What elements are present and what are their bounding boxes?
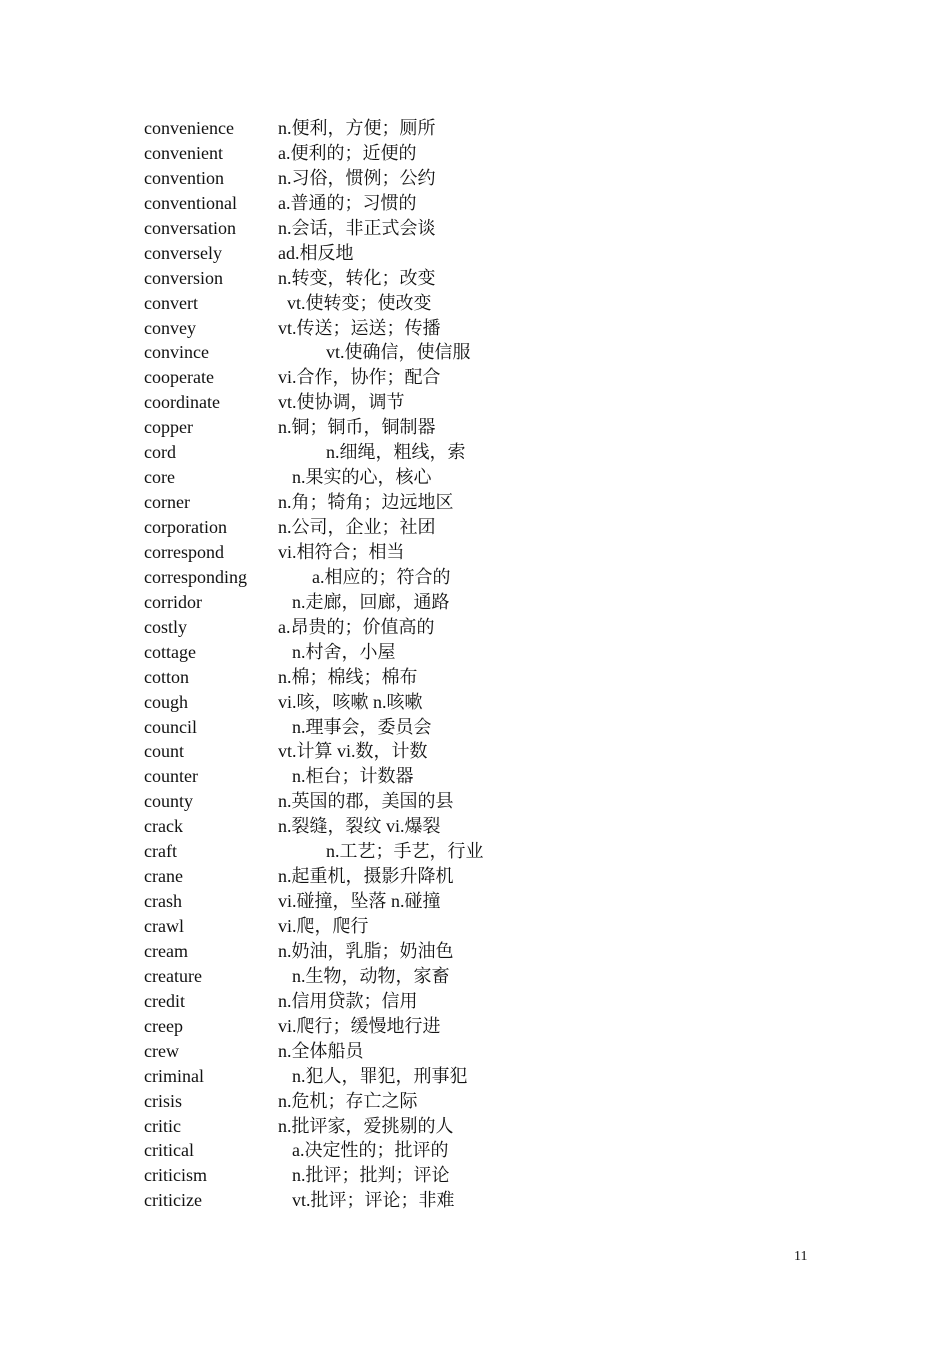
entry-definition: n.公司，企业；社团 xyxy=(278,517,436,537)
entry-definition: a.决定性的；批评的 xyxy=(292,1140,449,1161)
list-item xyxy=(144,490,664,515)
entry-definition: n.村舍，小屋 xyxy=(292,641,396,662)
list-item xyxy=(144,789,664,814)
list-item xyxy=(144,1163,664,1188)
entry-definition: n.会话，非正式会谈 xyxy=(278,217,436,238)
entry-word: conventional xyxy=(144,192,237,213)
entry-word: conversely xyxy=(144,242,222,263)
entry-definition: vt.使协调，调节 xyxy=(278,392,405,413)
entry-word: crisis xyxy=(144,1090,182,1111)
entry-word: critic xyxy=(144,1115,181,1136)
entry-word: crack xyxy=(144,816,183,837)
entry-definition: n.细绳，粗线，索 xyxy=(326,442,466,463)
entry-definition: a.普通的；习惯的 xyxy=(278,192,417,213)
list-item xyxy=(144,640,664,665)
entry-word: credit xyxy=(144,990,185,1011)
entry-definition: n.果实的心，核心 xyxy=(292,467,432,488)
list-item xyxy=(144,166,664,191)
entry-definition: vt.使转变；使改变 xyxy=(287,292,432,313)
entry-word: convenient xyxy=(144,142,223,163)
list-item xyxy=(144,590,664,615)
list-item xyxy=(144,1114,664,1139)
entry-word: council xyxy=(144,716,197,737)
list-item xyxy=(144,889,664,914)
page-number: 11 xyxy=(794,1249,808,1264)
list-item xyxy=(144,266,664,291)
list-item xyxy=(144,141,664,166)
entry-word: crawl xyxy=(144,916,184,936)
entry-word: convey xyxy=(144,317,196,338)
entry-word: craft xyxy=(144,841,177,862)
list-item xyxy=(144,216,664,241)
entry-word: corner xyxy=(144,492,190,513)
entry-word: convert xyxy=(144,292,198,313)
entry-word: criticism xyxy=(144,1165,207,1186)
entry-word: crane xyxy=(144,866,183,887)
list-item xyxy=(144,515,664,540)
entry-definition: n.奶油，乳脂；奶油色 xyxy=(278,940,454,961)
entry-word: correspond xyxy=(144,541,224,562)
list-item xyxy=(144,291,664,316)
list-item xyxy=(144,390,664,415)
list-item xyxy=(144,690,664,715)
list-item xyxy=(144,1064,664,1089)
entry-definition: n.便利，方便；厕所 xyxy=(278,118,436,138)
list-item xyxy=(144,939,664,964)
entry-definition: n.犯人，罪犯，刑事犯 xyxy=(292,1065,468,1086)
entry-word: conversation xyxy=(144,217,236,238)
list-item xyxy=(144,540,664,565)
entry-definition: n.铜；铜币，铜制器 xyxy=(278,417,436,438)
list-item xyxy=(144,739,664,764)
entry-word: conversion xyxy=(144,267,223,288)
list-item xyxy=(144,1138,664,1163)
entry-definition: n.批评家，爱挑剔的人 xyxy=(278,1115,454,1136)
list-item xyxy=(144,839,664,864)
entry-word: criminal xyxy=(144,1065,204,1086)
entry-word: critical xyxy=(144,1140,194,1161)
entry-word: crash xyxy=(144,891,182,912)
entry-word: corporation xyxy=(144,517,227,537)
entry-word: core xyxy=(144,467,175,488)
list-item xyxy=(144,715,664,740)
entry-definition: n.习俗，惯例；公约 xyxy=(278,167,436,188)
entry-definition: a.相应的；符合的 xyxy=(312,566,451,587)
list-item xyxy=(144,665,664,690)
list-item xyxy=(144,1014,664,1039)
entry-definition: vt.传送；运送；传播 xyxy=(278,317,441,338)
entry-definition: n.生物，动物，家畜 xyxy=(292,965,450,986)
entry-word: copper xyxy=(144,417,193,438)
list-item xyxy=(144,864,664,889)
entry-word: convenience xyxy=(144,118,234,138)
list-item xyxy=(144,241,664,266)
entry-word: count xyxy=(144,741,184,762)
entry-definition: vt.使确信，使信服 xyxy=(326,342,471,363)
entry-definition: n.裂缝，裂纹 vi.爆裂 xyxy=(278,816,441,837)
entry-word: crew xyxy=(144,1040,179,1061)
list-item xyxy=(144,316,664,341)
entry-word: corridor xyxy=(144,591,202,612)
entry-word: cottage xyxy=(144,641,196,662)
list-item xyxy=(144,340,664,365)
list-item xyxy=(144,989,664,1014)
list-item xyxy=(144,116,664,141)
list-item xyxy=(144,814,664,839)
entry-definition: vi.相符合；相当 xyxy=(278,541,405,562)
entry-definition: n.英国的郡，美国的县 xyxy=(278,791,454,812)
entry-word: convention xyxy=(144,167,224,188)
entry-definition: n.棉；棉线；棉布 xyxy=(278,666,418,687)
entry-word: counter xyxy=(144,766,198,787)
entry-definition: vi.合作，协作；配合 xyxy=(278,367,441,388)
entry-word: cotton xyxy=(144,666,189,687)
entry-word: cord xyxy=(144,442,176,463)
entry-definition: vt.计算 vi.数，计数 xyxy=(278,741,428,762)
vocabulary-list xyxy=(144,116,664,1213)
list-item xyxy=(144,365,664,390)
entry-definition: n.工艺；手艺，行业 xyxy=(326,841,484,862)
entry-definition: n.柜台；计数器 xyxy=(292,766,414,787)
entry-definition: vi.咳，咳嗽 n.咳嗽 xyxy=(278,691,423,712)
entry-definition: vi.爬，爬行 xyxy=(278,916,369,936)
list-item xyxy=(144,1089,664,1114)
list-item xyxy=(144,964,664,989)
entry-definition: ad.相反地 xyxy=(278,242,354,263)
list-item xyxy=(144,465,664,490)
list-item xyxy=(144,415,664,440)
list-item xyxy=(144,1039,664,1064)
list-item xyxy=(144,440,664,465)
entry-word: costly xyxy=(144,616,187,637)
entry-word: convince xyxy=(144,342,209,363)
entry-definition: n.走廊，回廊，通路 xyxy=(292,591,450,612)
entry-definition: n.批评；批判；评论 xyxy=(292,1165,450,1186)
entry-definition: vt.批评；评论；非难 xyxy=(292,1190,455,1211)
entry-word: cooperate xyxy=(144,367,214,388)
entry-definition: n.转变，转化；改变 xyxy=(278,267,436,288)
entry-definition: vi.碰撞，坠落 n.碰撞 xyxy=(278,891,441,912)
entry-definition: n.全体船员 xyxy=(278,1040,364,1061)
entry-word: creature xyxy=(144,965,202,986)
entry-definition: a.昂贵的；价值高的 xyxy=(278,616,435,637)
entry-definition: n.信用贷款；信用 xyxy=(278,990,418,1011)
entry-word: coordinate xyxy=(144,392,220,413)
entry-definition: n.理事会，委员会 xyxy=(292,716,432,737)
entry-definition: n.角；犄角；边远地区 xyxy=(278,492,454,513)
list-item xyxy=(144,1188,664,1213)
list-item xyxy=(144,764,664,789)
entry-definition: n.危机；存亡之际 xyxy=(278,1090,418,1111)
entry-word: creep xyxy=(144,1015,183,1036)
list-item xyxy=(144,191,664,216)
list-item xyxy=(144,615,664,640)
list-item xyxy=(144,914,664,939)
entry-definition: vi.爬行；缓慢地行进 xyxy=(278,1015,441,1036)
list-item xyxy=(144,565,664,590)
entry-definition: n.起重机，摄影升降机 xyxy=(278,866,454,887)
entry-definition: a.便利的；近便的 xyxy=(278,142,417,163)
entry-word: cream xyxy=(144,940,188,961)
entry-word: county xyxy=(144,791,193,812)
entry-word: corresponding xyxy=(144,566,247,587)
entry-word: criticize xyxy=(144,1190,202,1211)
entry-word: cough xyxy=(144,691,188,712)
